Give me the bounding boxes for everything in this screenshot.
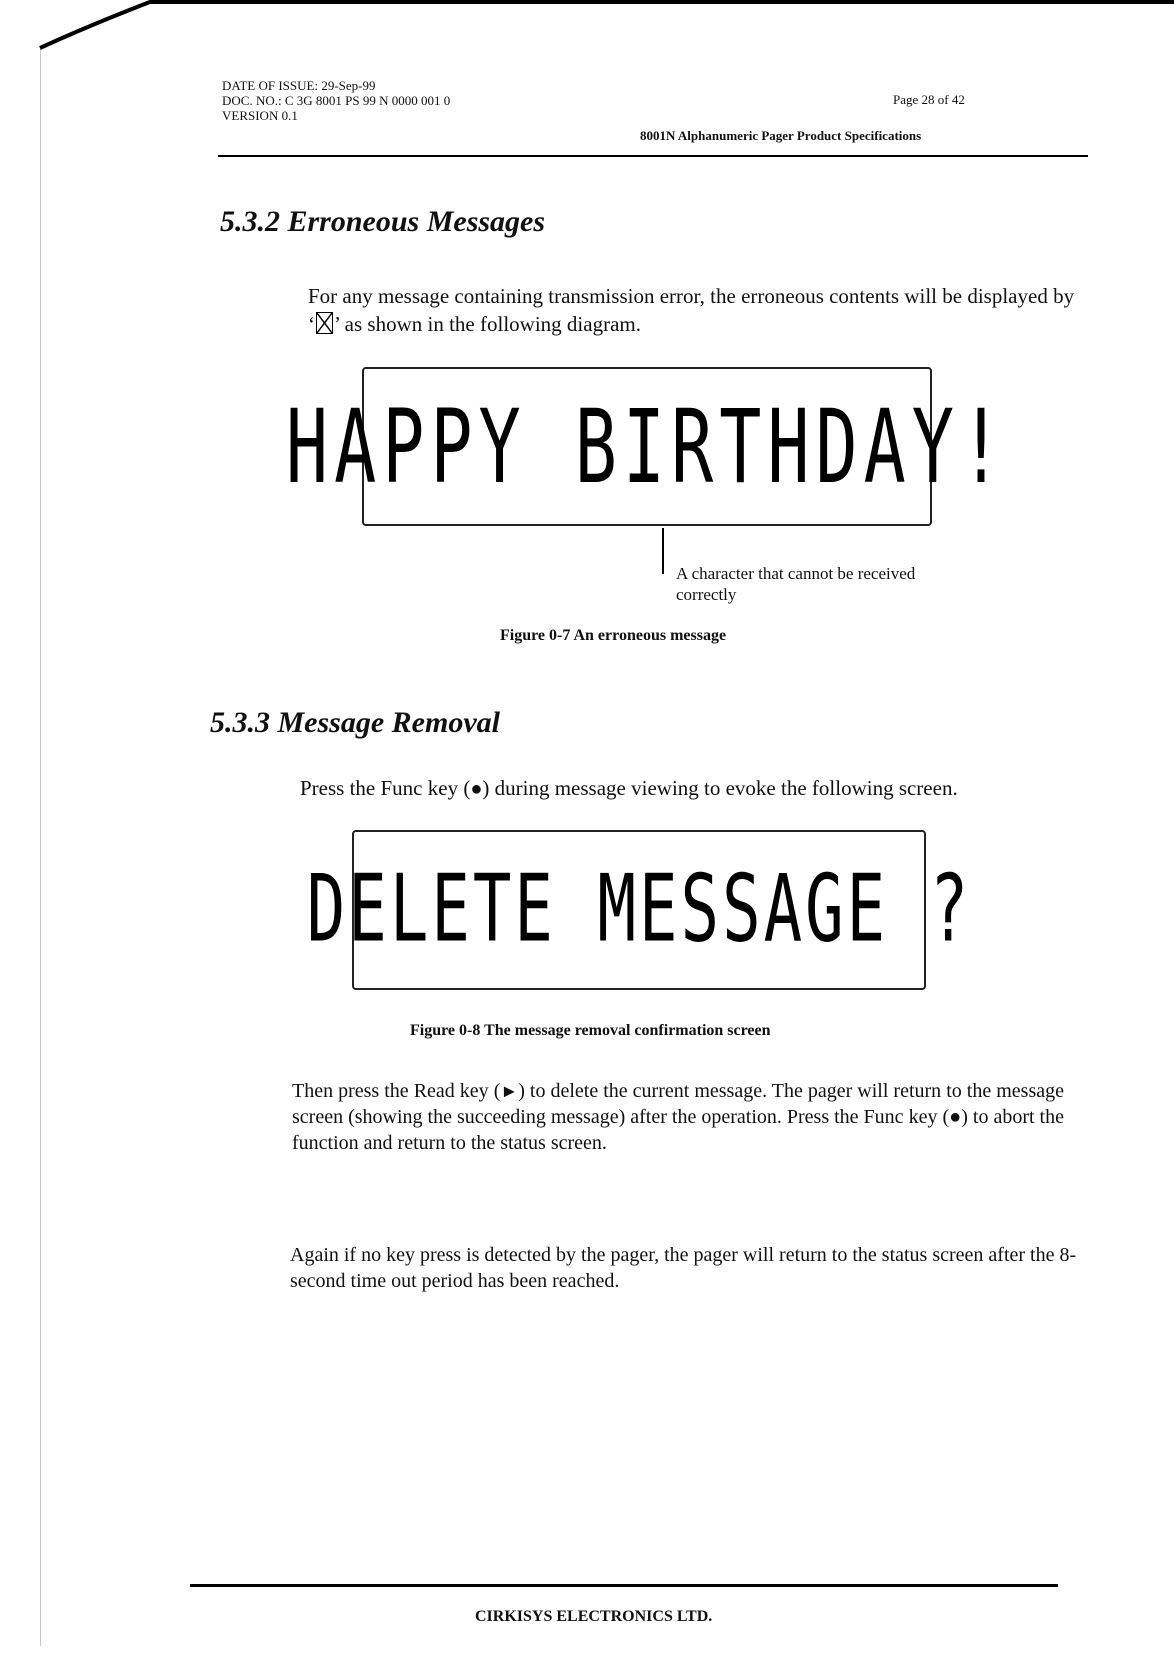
doc-number: DOC. NO.: C 3G 8001 PS 99 N 0000 001 0 bbox=[222, 93, 451, 108]
document-title: 8001N Alphanumeric Pager Product Specifications bbox=[640, 128, 922, 143]
header-doc-info bbox=[222, 78, 450, 123]
func-key-icon: ● bbox=[470, 778, 483, 800]
footer-rule bbox=[190, 1584, 1058, 1587]
func-key-icon: ● bbox=[949, 1106, 962, 1128]
section-heading-message-removal: 5.3.3 Message Removal bbox=[210, 706, 500, 739]
version: VERSION 0.1 bbox=[222, 108, 298, 123]
para-text: ) to delete the current message. The pager will return to the message screen (showing the succeeding message) after the operation. Press the Func key ( bbox=[292, 1080, 1064, 1128]
para-text: Press the Func key ( bbox=[300, 776, 471, 800]
para-text: For any message containing transmission error, the erroneous contents will be displayed by ‘ bbox=[308, 284, 1075, 336]
para-text: Then press the Read key ( bbox=[292, 1080, 501, 1102]
scan-left-edge bbox=[40, 46, 41, 1646]
erroneous-messages-paragraph bbox=[308, 282, 1083, 338]
lcd-display-delete bbox=[306, 830, 972, 990]
para-text: ’ as shown in the following diagram. bbox=[334, 312, 641, 336]
scan-top-edge bbox=[150, 0, 1174, 4]
page-number: Page 28 of 42 bbox=[893, 92, 965, 107]
section-heading-erroneous-messages: 5.3.2 Erroneous Messages bbox=[220, 205, 546, 238]
callout-text: A character that cannot be received correctly bbox=[676, 564, 916, 604]
scan-corner-curve bbox=[0, 0, 170, 70]
date-of-issue: DATE OF ISSUE: 29-Sep-99 bbox=[222, 78, 376, 93]
timeout-paragraph: Again if no key press is detected by the pager, the pager will return to the status screen after the 8-second time out period has been reached. bbox=[290, 1244, 1077, 1292]
lcd-text: DELETE MESSAGE ? bbox=[306, 856, 972, 964]
para-text: ) to abort the function and return to the status screen. bbox=[292, 1106, 1064, 1154]
lcd-text: HAPPY BIRTHDAY! bbox=[285, 387, 1009, 506]
read-key-icon: ► bbox=[500, 1081, 519, 1101]
error-block-icon bbox=[316, 312, 333, 334]
figure-caption: Figure 0-7 An erroneous message bbox=[500, 627, 727, 644]
footer-company: CIRKISYS ELECTRONICS LTD. bbox=[475, 1608, 713, 1625]
figure-caption: Figure 0-8 The message removal confirmation screen bbox=[410, 1022, 771, 1039]
callout-pointer bbox=[662, 528, 664, 574]
lcd-display-erroneous bbox=[285, 367, 1009, 526]
delete-instructions-paragraph bbox=[292, 1078, 1064, 1156]
header-rule bbox=[218, 155, 1088, 157]
para-text: ) during message viewing to evoke the following screen. bbox=[482, 776, 958, 800]
message-removal-paragraph bbox=[300, 774, 1090, 803]
